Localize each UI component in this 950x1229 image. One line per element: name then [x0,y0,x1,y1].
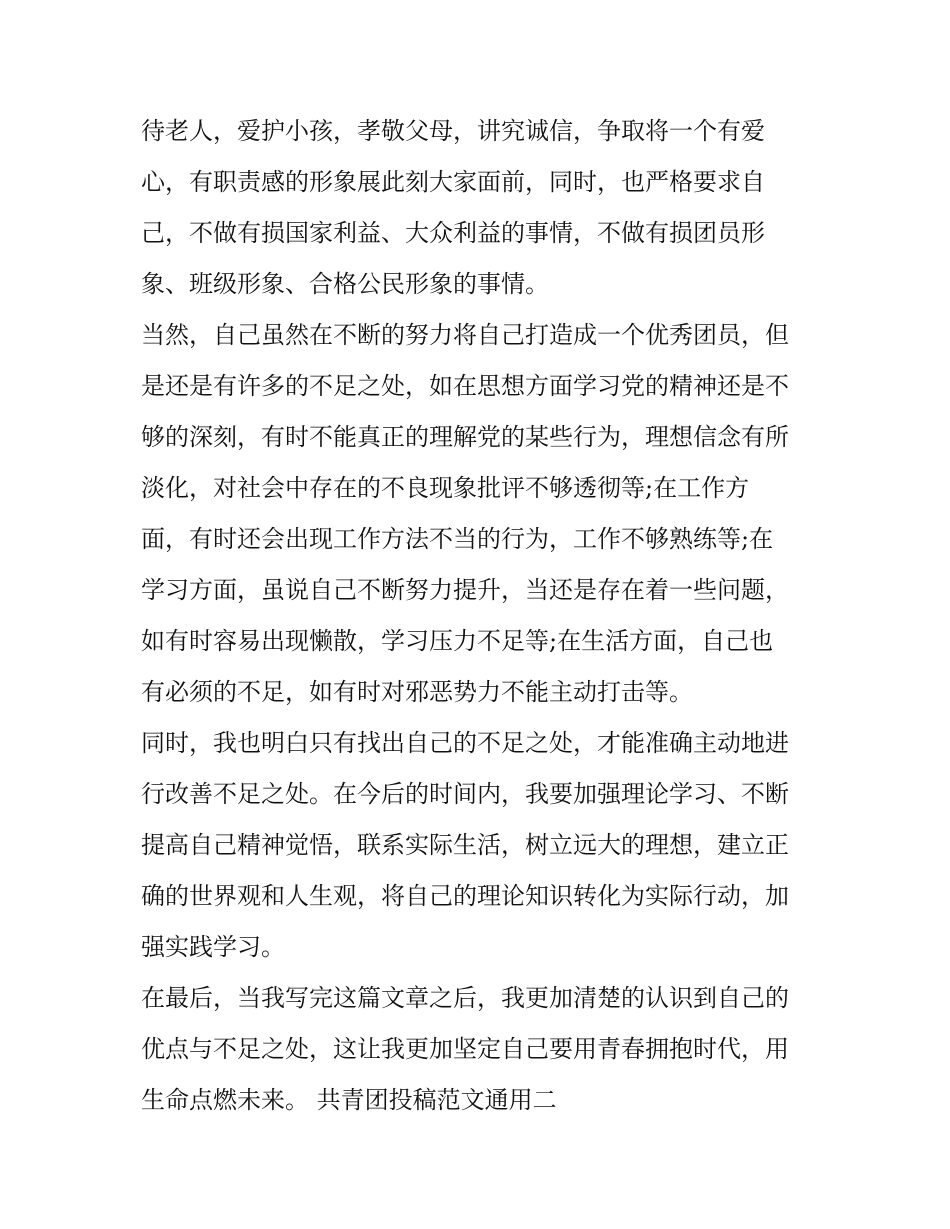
text-line-1: 待老人，爱护小孩，孝敬父母，讲究诚信，争取将一个有爱 [141,117,765,145]
text-line-4: 象、班级形象、合格公民形象的事情。 [141,270,549,298]
text-line-7: 够的深刻，有时不能真正的理解党的某些行为，理想信念有所 [141,423,789,451]
text-line-5: 当然，自己虽然在不断的努力将自己打造成一个优秀团员，但 [141,321,789,349]
text-line-10: 学习方面，虽说自己不断努力提升，当还是存在着一些问题， [141,576,789,604]
text-line-17: 强实践学习。 [141,933,285,961]
text-line-15: 提高自己精神觉悟，联系实际生活，树立远大的理想，建立正 [141,831,789,859]
text-line-14: 行改善不足之处。在今后的时间内，我要加强理论学习、不断 [141,780,789,808]
text-line-2: 心，有职责感的形象展此刻大家面前，同时，也严格要求自 [141,168,765,196]
text-line-8: 淡化，对社会中存在的不良现象批评不够透彻等;在工作方 [141,474,750,502]
text-line-18: 在最后，当我写完这篇文章之后，我更加清楚的认识到自己的 [141,984,789,1012]
text-line-13: 同时，我也明白只有找出自己的不足之处，才能准确主动地进 [141,729,789,757]
text-line-6: 是还是有许多的不足之处，如在思想方面学习党的精神还是不 [141,372,789,400]
text-line-12: 有必须的不足，如有时对邪恶势力不能主动打击等。 [141,678,693,706]
text-line-20: 生命点燃未来。 共青团投稿范文通用二 [141,1086,557,1114]
text-line-19: 优点与不足之处，这让我更加坚定自己要用青春拥抱时代，用 [141,1035,789,1063]
text-line-11: 如有时容易出现懒散，学习压力不足等;在生活方面，自己也 [141,627,774,655]
text-line-16: 确的世界观和人生观，将自己的理论知识转化为实际行动，加 [141,882,789,910]
body-text [141,106,821,1126]
text-line-3: 己，不做有损国家利益、大众利益的事情，不做有损团员形 [141,219,765,247]
text-line-9: 面，有时还会出现工作方法不当的行为，工作不够熟练等;在 [141,525,774,553]
